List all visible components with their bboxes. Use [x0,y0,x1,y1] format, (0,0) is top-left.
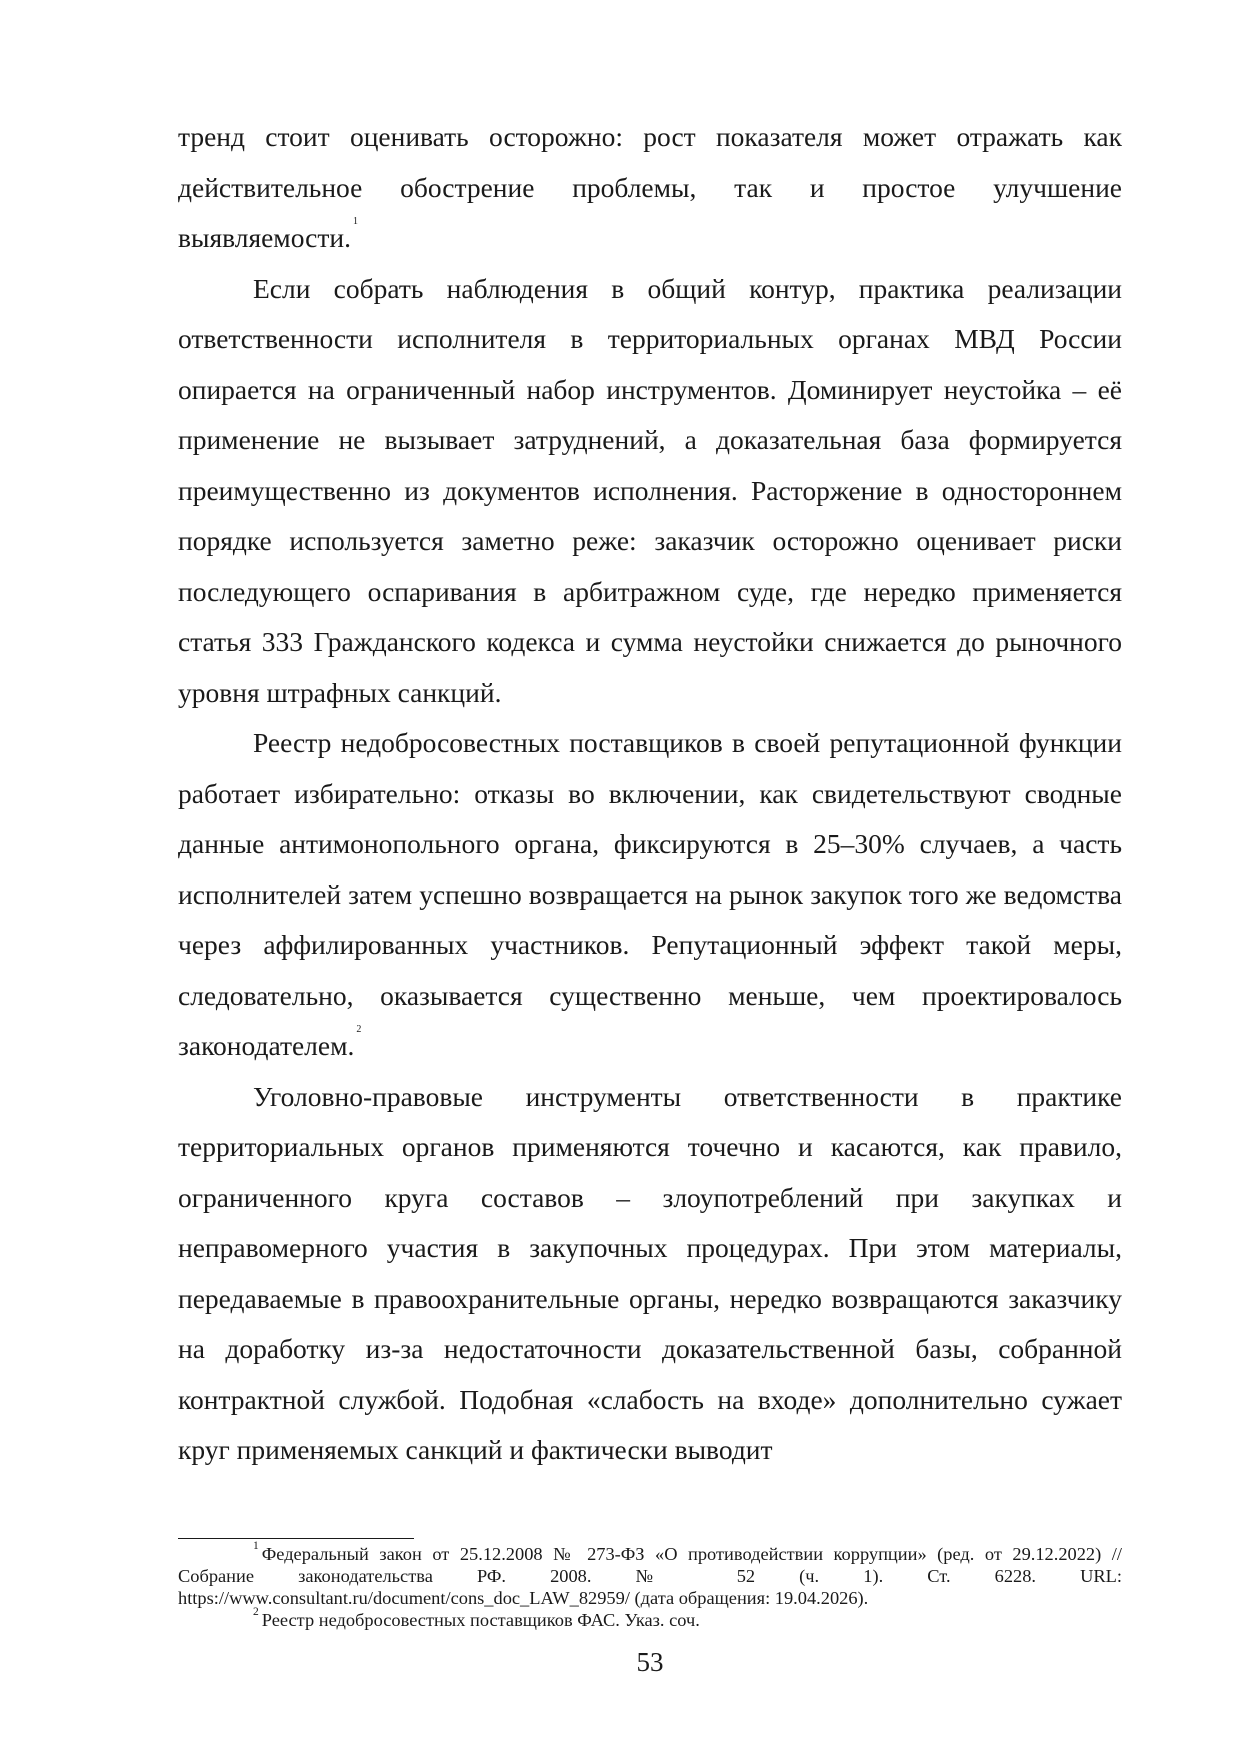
paragraph [178,1072,1122,1476]
paragraph-text: тренд стоит оценивать осторожно: рост показателя может отражать как действительное обострение проблемы, так и простое улучшение выявляемости. [178,121,1122,253]
paragraph [178,264,1122,719]
footnote-number: 2 [253,1606,259,1618]
paragraph-continuation [178,112,1122,264]
paragraph-text: Если собрать наблюдения в общий контур, практика реализации ответственности исполнителя в территориальных органах МВД России опирается на ограниченный набор инструментов. Доминирует неустойка – её применение не вызывает затруднений, а доказательная база формируется преимущественно из документов исполнения. Расторжение в одностороннем порядке используется заметно реже: заказчик осторожно оценивает риски последующего оспаривания в арбитражном суде, где нередко применяется статья 333 Гражданского кодекса и сумма неустойки снижается до рыночного уровня штрафных санкций. [178,272,1122,708]
footnote-2 [178,1606,1122,1631]
footnote-ref-1[interactable]: 1 [352,216,358,227]
footnote-text: Федеральный закон от 25.12.2008 № 273-ФЗ «О противодействии коррупции» (ред. от 29.12.2022) // Собрание законодательства РФ. 2008. № 52 (ч. 1). Ст. 6228. URL: https://www.consultant.ru/document/cons_doc_LAW_82959/ (дата обращения: 19.04.2026). [178,1544,1122,1608]
paragraph-text: Реестр недобросовестных поставщиков в своей репутационной функции работает избирательно: отказы во включении, как свидетельствуют сводные данные антимонопольного органа, фиксируются в 25–30% случаев, а часть исполнителей затем успешно возвращается на рынок закупок того же ведомства через аффилированных участников. Репутационный эффект такой меры, следовательно, оказывается существенно меньше, чем проектировалось законодателем. [178,727,1122,1061]
body-text [178,112,1122,1476]
paragraph-text: Уголовно-правовые инструменты ответственности в практике территориальных органов применяются точечно и касаются, как правило, ограниченного круга составов – злоупотреблений при закупках и неправомерного участия в закупочных процедурах. При этом материалы, передаваемые в правоохранительные органы, нередко возвращаются заказчику на доработку из-за недостаточности доказательственной базы, собранной контрактной службой. Подобная «слабость на входе» дополнительно сужает круг применяемых санкций и фактически выводит [178,1080,1122,1465]
footnote-separator [178,1538,414,1539]
footnote-text: Реестр недобросовестных поставщиков ФАС. Указ. соч. [261,1610,700,1630]
footnote-number: 1 [253,1540,259,1552]
footnote-1 [178,1540,1122,1609]
footnotes [178,1540,1122,1631]
page-number: 53 [636,1647,664,1677]
footnote-ref-2[interactable]: 2 [356,1024,362,1035]
paragraph [178,718,1122,1072]
